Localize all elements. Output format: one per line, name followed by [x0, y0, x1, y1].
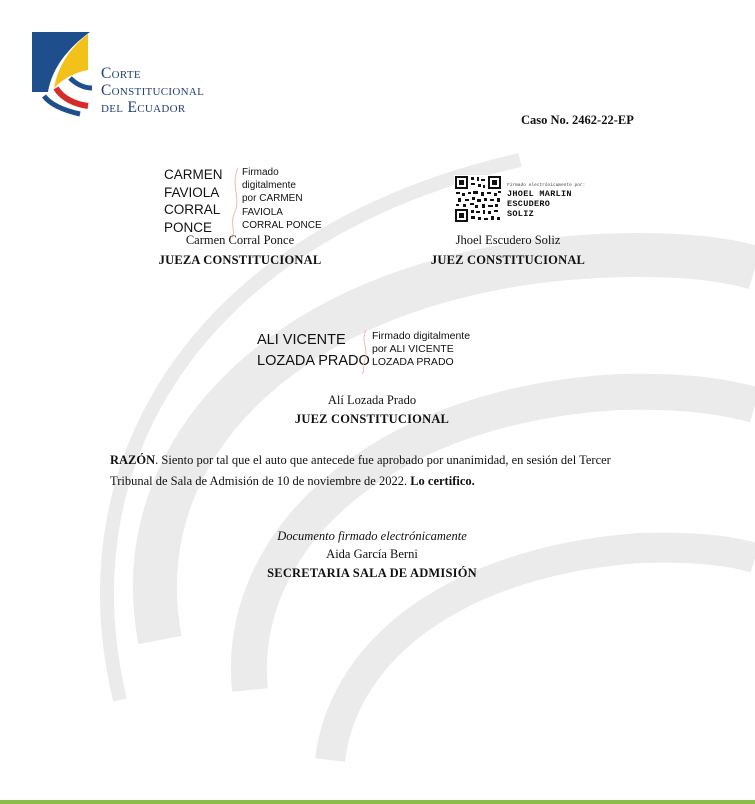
sig-note-line: digitalmente — [242, 180, 296, 192]
carmen-signature-name — [164, 166, 223, 236]
carmen-signature-note — [242, 166, 322, 232]
ali-title: JUEZ CONSTITUCIONAL — [294, 412, 450, 426]
sig-note-line: FAVIOLA — [242, 206, 283, 218]
jhoel-qr-signature-text — [507, 183, 585, 219]
sig-note-line: por ALI VICENTE — [372, 343, 454, 356]
razon-paragraph — [110, 450, 650, 491]
court-name-line2: Constitucional — [101, 82, 205, 99]
carmen-title: JUEZA CONSTITUCIONAL — [158, 253, 322, 267]
qr-name-line: JHOEL MARLIN — [507, 189, 572, 199]
court-name-line1: Corte — [101, 65, 141, 82]
razon-closing: Lo certifico. — [410, 473, 475, 488]
jhoel-title: JUEZ CONSTITUCIONAL — [430, 253, 586, 267]
court-name-line3: del Ecuador — [101, 99, 186, 116]
sig-note-line: por CARMEN — [242, 193, 303, 205]
court-name — [101, 65, 204, 116]
sig-name-line: LOZADA PRADO — [257, 353, 370, 369]
carmen-printed-name: Carmen Corral Ponce — [185, 233, 295, 247]
ali-printed-name: Alí Lozada Prado — [327, 393, 417, 407]
footer-bar — [0, 800, 755, 804]
razon-label: RAZÓN — [110, 453, 156, 467]
sig-note-line: Firmado digitalmente — [372, 330, 471, 342]
secretary-note: Documento firmado electrónicamente — [277, 529, 467, 543]
sig-name-line: FAVIOLA — [164, 184, 220, 200]
qr-code-icon — [454, 175, 502, 223]
secretary-name: Aida García Berni — [326, 547, 418, 561]
qr-name-line: SOLIZ — [507, 209, 535, 219]
ali-signature-note — [372, 330, 470, 370]
sig-note-line: Firmado — [242, 167, 279, 178]
secretary-title: SECRETARIA SALA DE ADMISIÓN — [267, 566, 477, 580]
ali-signature-name — [257, 330, 370, 372]
qr-caption: Firmado electrónicamente por: — [507, 183, 586, 188]
razon-text: . Siento por tal que el auto que antecede fue aprobado por unanimidad, en sesión del Tercer Tribunal de Sala de Admisión de 10 de noviembre de 2022. — [110, 453, 611, 488]
sig-name-line: ALI VICENTE — [257, 332, 346, 348]
sig-note-line: LOZADA PRADO — [372, 356, 454, 369]
case-number: Caso No. 2462-22-EP — [521, 113, 634, 127]
sig-note-line: CORRAL PONCE — [242, 219, 322, 231]
sig-name-line: PONCE — [164, 219, 213, 235]
jhoel-printed-name: Jhoel Escudero Soliz — [455, 233, 561, 247]
qr-name-line: ESCUDERO — [507, 199, 551, 209]
sig-name-line: CORRAL — [164, 202, 221, 217]
sig-name-line: CARMEN — [164, 167, 223, 182]
